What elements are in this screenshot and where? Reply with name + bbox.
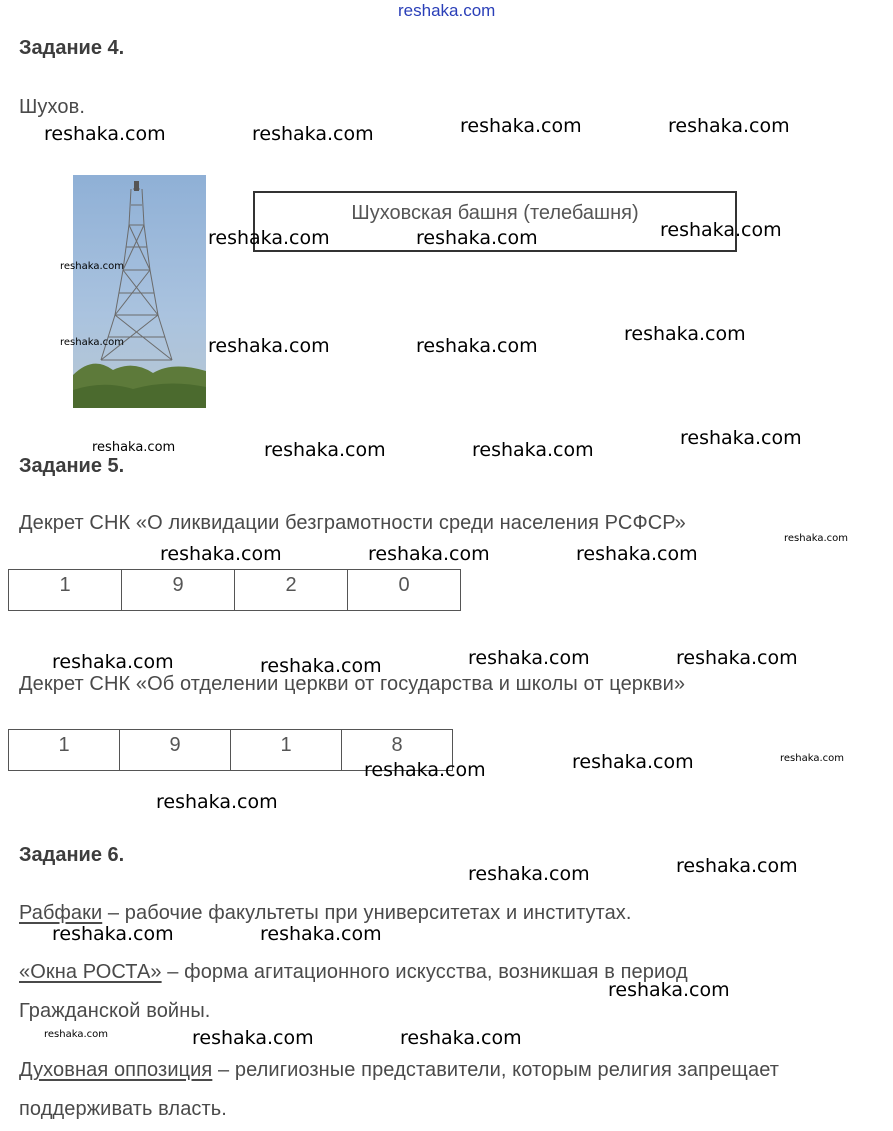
term-rabfaki — [19, 902, 632, 925]
watermark: reshaka.com — [608, 979, 730, 1001]
watermark-small: reshaka.com — [780, 753, 844, 764]
watermark: reshaka.com — [416, 227, 538, 249]
watermark: reshaka.com — [208, 227, 330, 249]
watermark: reshaka.com — [572, 751, 694, 773]
watermark-small: reshaka.com — [784, 533, 848, 544]
watermark: reshaka.com — [260, 655, 382, 677]
year1-digit: 1 — [9, 570, 122, 611]
watermark: reshaka.com — [668, 115, 790, 137]
year1-digit: 9 — [122, 570, 235, 611]
term3: Духовная оппозиция — [19, 1059, 213, 1081]
def1: – рабочие факультеты при университетах и институтах. — [102, 902, 632, 924]
year2-digit: 9 — [120, 730, 231, 771]
watermark: reshaka.com — [676, 855, 798, 877]
term2: «Окна РОСТА» — [19, 961, 162, 983]
watermark: reshaka.com — [208, 335, 330, 357]
watermark: reshaka.com — [676, 647, 798, 669]
watermark: reshaka.com — [460, 115, 582, 137]
shukhov-tower-photo — [73, 175, 206, 408]
term1: Рабфаки — [19, 902, 103, 924]
watermark: reshaka.com — [52, 923, 174, 945]
watermark: reshaka.com — [680, 427, 802, 449]
watermark: reshaka.com — [252, 123, 374, 145]
watermark: reshaka.com — [468, 863, 590, 885]
year1-digit: 2 — [235, 570, 348, 611]
year2-digit: 1 — [231, 730, 342, 771]
task5-decree2: Декрет СНК «Об отделении церкви от государства и школы от церкви» — [19, 673, 686, 695]
watermark: reshaka.com — [660, 219, 782, 241]
watermark: reshaka.com — [364, 759, 486, 781]
task6-heading: Задание 6. — [19, 844, 125, 866]
watermark: reshaka.com — [160, 543, 282, 565]
def2b: Гражданской войны. — [19, 1000, 211, 1022]
task5-decree1: Декрет СНК «О ликвидации безграмотности среди населения РСФСР» — [19, 512, 686, 534]
def3b: поддерживать власть. — [19, 1098, 227, 1120]
term-okna-rosta — [19, 961, 688, 984]
watermark: reshaka.com — [624, 323, 746, 345]
watermark: reshaka.com — [156, 791, 278, 813]
watermark: reshaka.com — [44, 123, 166, 145]
watermark-small: reshaka.com — [60, 337, 124, 348]
site-link[interactable]: reshaka.com — [398, 1, 496, 20]
year1-digit: 0 — [348, 570, 461, 611]
watermark: reshaka.com — [264, 439, 386, 461]
task4-name: Шухов. — [19, 96, 86, 118]
watermark: reshaka.com — [192, 1027, 314, 1049]
watermark: reshaka.com — [416, 335, 538, 357]
watermark: reshaka.com — [260, 923, 382, 945]
watermark: reshaka.com — [368, 543, 490, 565]
task5-heading: Задание 5. — [19, 455, 125, 477]
task4-heading: Задание 4. — [19, 37, 125, 59]
watermark: reshaka.com — [472, 439, 594, 461]
year2-digit: 1 — [9, 730, 120, 771]
watermark: reshaka.com — [400, 1027, 522, 1049]
task4-answer: Шуховская башня (телебашня) — [351, 202, 639, 224]
watermark-small: reshaka.com — [92, 440, 176, 455]
year1-table — [8, 569, 461, 611]
watermark: reshaka.com — [576, 543, 698, 565]
watermark-small: reshaka.com — [60, 261, 124, 272]
term-spiritual-opposition — [19, 1059, 779, 1082]
def2a: – форма агитационного искусства, возникшая в период — [161, 961, 688, 983]
watermark-small: reshaka.com — [44, 1029, 108, 1040]
def3a: – религиозные представители, которым религия запрещает — [212, 1059, 780, 1081]
watermark: reshaka.com — [52, 651, 174, 673]
year2-digit: 8 — [342, 730, 453, 771]
watermark: reshaka.com — [468, 647, 590, 669]
